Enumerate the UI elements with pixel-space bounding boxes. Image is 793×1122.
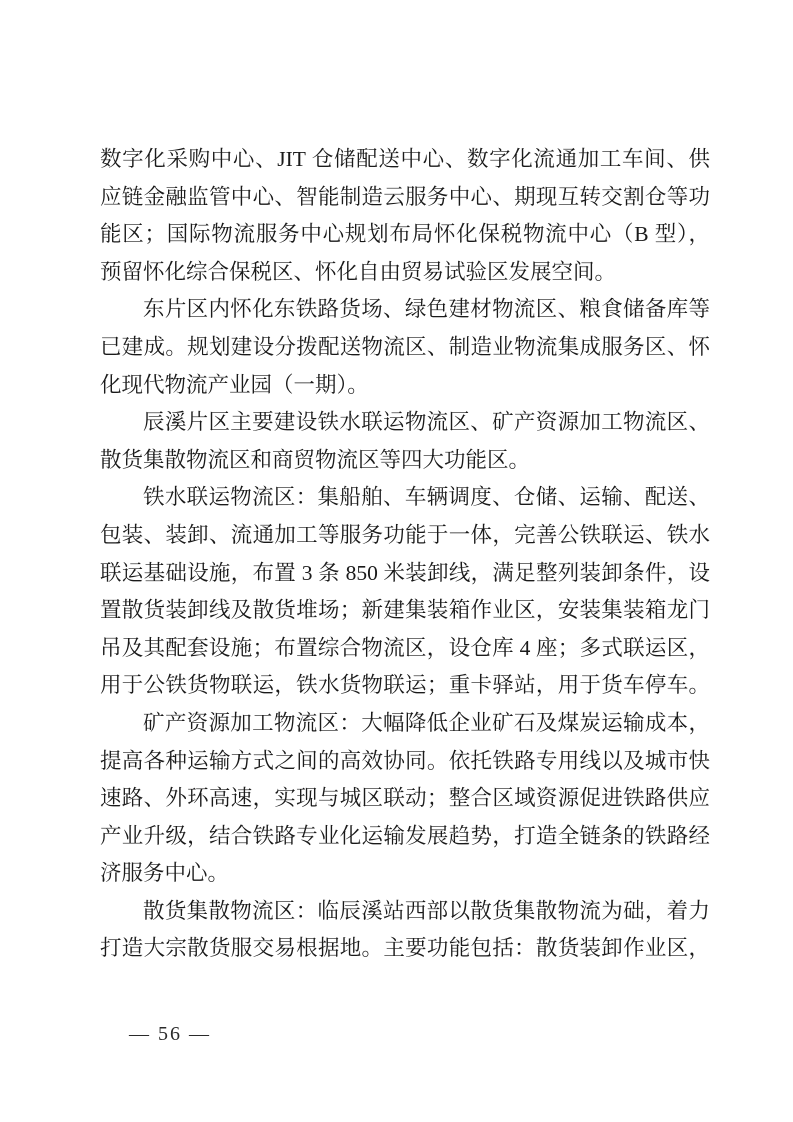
text-line: 散货集散物流区：临辰溪站西部以散货集散物流为础，着力 (143, 898, 710, 923)
text-line: 产业升级，结合铁路专业化运输发展趋势，打造全链条的铁路经 (100, 823, 710, 848)
text-line: 能区；国际物流服务中心规划布局怀化保税物流中心（B 型）， (100, 222, 710, 247)
paragraph (100, 141, 710, 291)
text-line: 矿产资源加工物流区：大幅降低企业矿石及煤炭运输成本， (143, 710, 710, 735)
paragraph (100, 291, 710, 404)
paragraph (100, 479, 710, 705)
text-line: 济服务中心。 (100, 861, 230, 886)
text-line: 置散货装卸线及散货堆场；新建集装箱作业区，安装集装箱龙门 (100, 598, 710, 623)
text-line: 打造大宗散货服交易根据地。主要功能包括：散货装卸作业区， (100, 936, 710, 961)
text-line: 应链金融监管中心、智能制造云服务中心、期现互转交割仓等功 (100, 184, 710, 209)
page-footer (101, 1000, 211, 1069)
paragraph (100, 705, 710, 893)
text-line: 化现代物流产业园（一期）。 (100, 372, 369, 397)
text-line: 已建成。规划建设分拨配送物流区、制造业物流集成服务区、怀 (100, 334, 710, 359)
paragraph (100, 404, 710, 479)
text-line: 包装、装卸、流通加工等服务功能于一体，完善公铁联运、铁水 (100, 522, 710, 547)
text-line: 数字化采购中心、JIT 仓储配送中心、数字化流通加工车间、供 (100, 147, 710, 171)
text-line: 用于公铁货物联运，铁水货物联运；重卡驿站，用于货车停车。 (100, 673, 710, 698)
text-line: 预留怀化综合保税区、怀化自由贸易试验区发展空间。 (100, 259, 617, 284)
text-line: 东片区内怀化东铁路货场、绿色建材物流区、粮食储备库等 (143, 297, 710, 322)
text-line: 联运基础设施，布置 3 条 850 米装卸线，满足整列装卸条件，设 (100, 560, 710, 585)
text-line: 铁水联运物流区：集船舶、车辆调度、仓储、运输、配送、 (143, 485, 710, 510)
text-block (100, 141, 710, 968)
text-line: 提高各种运输方式之间的高效协同。依托铁路专用线以及城市快 (100, 748, 710, 773)
page-number: — 56 — (129, 1023, 211, 1045)
text-line: 散货集散物流区和商贸物流区等四大功能区。 (100, 447, 531, 472)
text-line: 速路、外环高速，实现与城区联动；整合区域资源促进铁路供应 (100, 786, 710, 811)
text-line: 辰溪片区主要建设铁水联运物流区、矿产资源加工物流区、 (143, 410, 710, 435)
paragraph (100, 893, 710, 968)
text-line: 吊及其配套设施；布置综合物流区，设仓库 4 座；多式联运区， (100, 635, 710, 660)
